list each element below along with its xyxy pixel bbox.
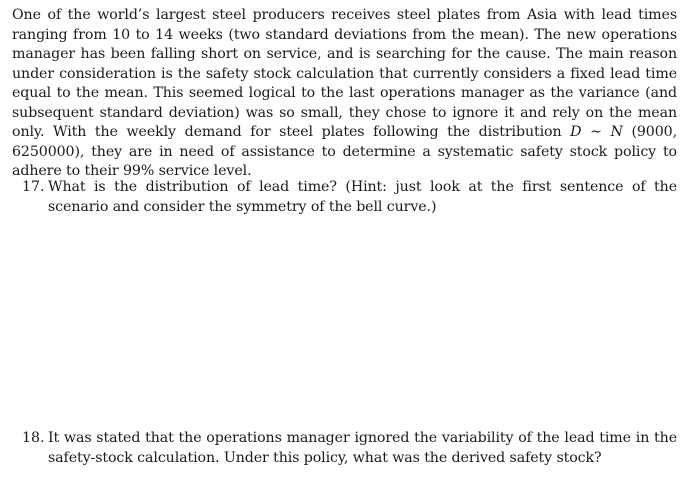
scenario-text-part1: One of the world’s largest steel producers receives steel plates from Asia with lead times ranging from 10 to 14 weeks (two standard deviations from the mean). The new operations manager has been falling short on service, and is searching for the cause. The main reason under consideration is the safety stock calculation that currently considers a fixed lead time equal to the mean. This seemed logical to the last operations manager as the variance (and subsequent standard deviation) was so small, they chose to ignore it and rely on the mean only. With the weekly demand for steel plates following the distribution bbox=[12, 7, 677, 140]
math-normal-n: N bbox=[610, 124, 623, 140]
question-number: 17. bbox=[22, 179, 45, 195]
question-18 bbox=[22, 429, 677, 468]
math-distributed-symbol: ∼ bbox=[581, 124, 611, 140]
question-text: It was stated that the operations manager ignored the variability of the lead time in the safety-stock calculation. Under this policy, what was the derived safety stock? bbox=[48, 430, 677, 466]
question-number: 18. bbox=[22, 430, 45, 446]
question-text: What is the distribution of lead time? (Hint: just look at the first sentence of the scenario and consider the symmetry of the bell curve.) bbox=[48, 179, 677, 215]
math-variable-d: D bbox=[570, 124, 582, 140]
scenario-paragraph bbox=[12, 6, 677, 182]
math-normal-params: (9000, 6250000) bbox=[12, 124, 677, 160]
scenario-text-part2: , they are in need of assistance to determine a systematic safety stock policy to adhere to their 99% service level. bbox=[12, 143, 677, 179]
question-17 bbox=[22, 178, 677, 217]
